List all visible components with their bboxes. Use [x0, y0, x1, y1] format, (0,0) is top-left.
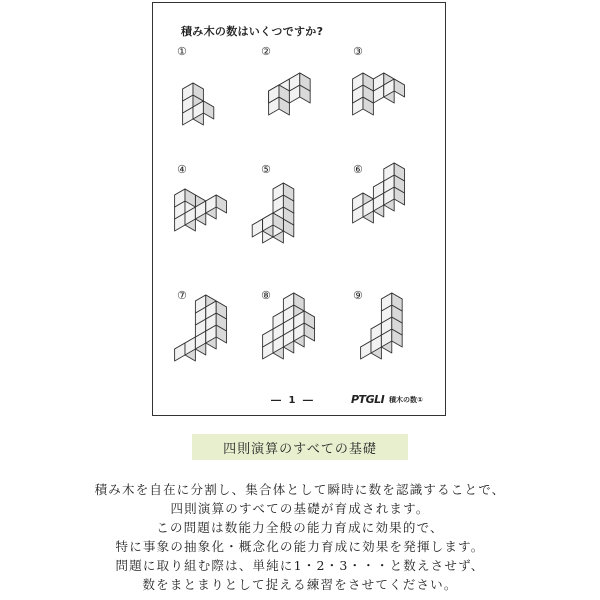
- problem-number: ④: [177, 163, 187, 176]
- puzzle-8: [263, 293, 315, 359]
- description-line: 数をまとまりとして捉える練習をさせてください。: [142, 577, 458, 592]
- problem-number: ⑧: [261, 289, 271, 302]
- problem-number: ③: [353, 45, 363, 58]
- problem-number: ⑥: [353, 163, 363, 176]
- cube-left-face: [175, 343, 185, 361]
- puzzle-5: [252, 183, 294, 243]
- cube-left-face: [361, 341, 371, 359]
- puzzle-9: [361, 293, 403, 359]
- section-banner: [192, 434, 408, 460]
- cube-right-face: [203, 101, 213, 119]
- sheet-label: 積木の数①: [389, 396, 423, 404]
- cube-right-face: [394, 79, 404, 97]
- block-puzzles: [153, 3, 447, 417]
- cube-right-face: [216, 195, 226, 213]
- problem-number: ⑨: [353, 289, 363, 302]
- problem-number: ⑦: [177, 289, 187, 302]
- description-text: [30, 480, 570, 594]
- puzzle-7: [175, 295, 227, 361]
- problem-number: ①: [177, 45, 187, 58]
- page-number: ― 1 ―: [271, 395, 315, 406]
- description-line: 四則演算のすべての基礎が育成されます。: [170, 501, 430, 516]
- problem-number: ②: [261, 45, 271, 58]
- puzzle-3: [353, 73, 405, 115]
- description-line: この問題は数能力全般の能力育成に効果的で、: [156, 520, 444, 535]
- worksheet-page: [152, 2, 446, 416]
- puzzle-4: [175, 189, 227, 231]
- puzzle-2: [269, 73, 311, 115]
- puzzle-1: [183, 83, 214, 125]
- description-line: 特に事象の抽象化・概念化の能力育成に効果を発揮します。: [115, 539, 485, 554]
- problem-number: ⑤: [261, 163, 271, 176]
- description-line: 問題に取り組む際は、単純に1・2・3・・・と数えさせず、: [115, 558, 485, 573]
- banner-text: 四則演算のすべての基礎: [223, 441, 377, 457]
- puzzle-6: [353, 163, 405, 223]
- cube-left-face: [252, 219, 262, 237]
- worksheet-title: 積み木の数はいくつですか?: [181, 25, 324, 38]
- publisher-logo: PTGLI: [351, 393, 385, 406]
- description-line: 積み木を自在に分割し、集合体として瞬時に数を認識することで、: [94, 482, 506, 497]
